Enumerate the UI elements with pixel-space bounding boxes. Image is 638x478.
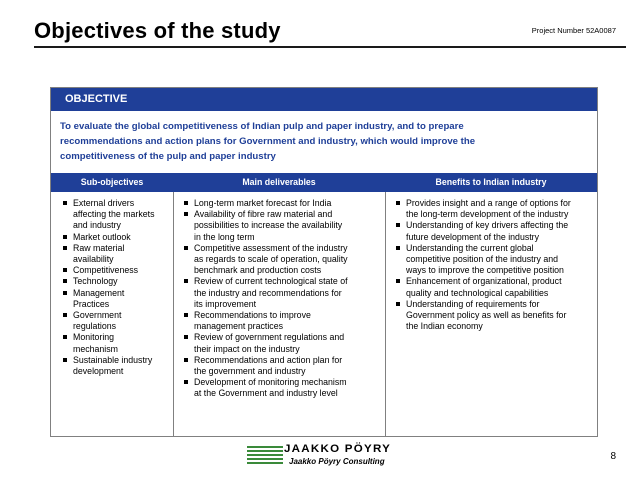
bullet-icon xyxy=(63,235,67,239)
bullet-icon xyxy=(184,201,188,205)
benefit-item xyxy=(396,220,592,242)
sub-objective-item xyxy=(63,276,167,287)
bullet-text-line: Understanding the current global xyxy=(406,242,534,253)
bullet-text-line: and industry xyxy=(73,220,121,231)
bullet-text-line: Understanding of key drivers affecting the xyxy=(406,220,569,231)
column-header-benefits: Benefits to Indian industry xyxy=(435,177,547,187)
deliverable-item xyxy=(184,355,380,377)
bullet-icon xyxy=(63,335,67,339)
slide-title: Objectives of the study xyxy=(34,18,281,43)
benefits-list xyxy=(386,192,598,332)
objective-statement xyxy=(60,119,589,164)
column-header-sub-objectives: Sub-objectives xyxy=(80,177,144,187)
bullet-text-line: Sustainable industry xyxy=(73,354,153,365)
bullet-text-line: possibilities to increase the availability xyxy=(194,220,343,231)
bullet-icon xyxy=(396,246,400,250)
objectives-panel xyxy=(50,87,598,437)
benefits-column xyxy=(385,192,598,436)
bullet-text-line: the long-term development of the industry xyxy=(406,209,569,220)
sub-objective-item xyxy=(63,232,167,243)
jaakko-poyry-logo xyxy=(247,442,393,470)
bullet-text-line: their impact on the industry xyxy=(194,343,300,354)
bullet-icon xyxy=(184,380,188,384)
bullet-icon xyxy=(184,279,188,283)
bullet-text-line: Raw material xyxy=(73,242,125,253)
sub-objective-item xyxy=(63,198,167,232)
bullet-text-line: quality and technological capabilities xyxy=(406,287,549,298)
deliverable-item xyxy=(184,377,380,399)
bullet-text-line: as regards to scale of operation, quality xyxy=(194,254,348,265)
sub-objectives-column xyxy=(51,192,173,436)
bullet-icon xyxy=(184,313,188,317)
bullet-text-line: Enhancement of organizational, product xyxy=(406,276,562,287)
column-header-main-deliverables: Main deliverables xyxy=(242,177,316,187)
bullet-text-line: availability xyxy=(73,254,114,265)
bullet-icon xyxy=(396,223,400,227)
bullet-text-line: Provides insight and a range of options for xyxy=(406,198,571,208)
page-number: 8 xyxy=(610,451,616,462)
bullet-icon xyxy=(396,201,400,205)
bullet-text-line: its improvement xyxy=(194,298,257,309)
bullet-text-line: Long-term market forecast for India xyxy=(194,198,332,208)
bullet-text-line: Management xyxy=(73,287,125,298)
bullet-icon xyxy=(63,358,67,362)
bullet-text-line: Development of monitoring mechanism xyxy=(194,377,347,388)
bullet-text-line: the industry and recommendations for xyxy=(194,287,342,298)
bullet-text-line: in the long term xyxy=(194,231,255,242)
bullet-icon xyxy=(63,279,67,283)
bullet-text-line: the Indian economy xyxy=(406,321,483,332)
bullet-text-line: at the Government and industry level xyxy=(194,388,338,399)
bullet-text-line: ways to improve the competitive position xyxy=(406,265,564,276)
bullet-text-line: affecting the markets xyxy=(73,209,155,220)
objective-line: recommendations and action plans for Government and industry, which would improve the xyxy=(60,136,476,147)
logo-stripes-icon xyxy=(247,442,287,470)
bullet-icon xyxy=(63,313,67,317)
deliverable-item xyxy=(184,209,380,243)
benefit-item xyxy=(396,198,592,220)
bullet-icon xyxy=(396,279,400,283)
deliverable-item xyxy=(184,332,380,354)
bullet-text-line: management practices xyxy=(194,321,283,332)
deliverables-column xyxy=(173,192,386,436)
bullet-text-line: Recommendations to improve xyxy=(194,310,311,321)
sub-objective-item xyxy=(63,243,167,265)
objective-heading: OBJECTIVE xyxy=(51,88,597,111)
bullet-icon xyxy=(63,291,67,295)
sub-objective-item xyxy=(63,310,167,332)
bullet-text-line: mechanism xyxy=(73,343,118,354)
project-number: Project Number 52A0087 xyxy=(531,26,616,35)
table-header-row xyxy=(51,173,597,192)
bullet-text-line: Government xyxy=(73,310,122,321)
objective-line: competitiveness of the pulp and paper industry xyxy=(60,151,276,162)
deliverable-item xyxy=(184,310,380,332)
sub-objective-item xyxy=(63,332,167,354)
bullet-text-line: Competitive assessment of the industry xyxy=(194,242,348,253)
bullet-text-line: development xyxy=(73,366,124,377)
objective-line: To evaluate the global competitiveness of Indian pulp and paper industry, and to prepare xyxy=(60,121,464,132)
bullet-text-line: benchmark and production costs xyxy=(194,265,322,276)
bullet-text-line: regulations xyxy=(73,321,117,332)
bullet-text-line: Practices xyxy=(73,298,110,309)
bullet-text-line: Competitiveness xyxy=(73,265,139,276)
bullet-icon xyxy=(63,268,67,272)
logo-subtitle: Jaakko Pöyry Consulting xyxy=(289,457,385,466)
bullet-text-line: future development of the industry xyxy=(406,231,540,242)
bullet-text-line: Market outlook xyxy=(73,231,131,242)
benefit-item xyxy=(396,276,592,298)
deliverable-item xyxy=(184,276,380,310)
sub-objective-item xyxy=(63,355,167,377)
sub-objectives-list xyxy=(51,192,173,377)
bullet-text-line: Understanding of requirements for xyxy=(406,298,540,309)
bullet-text-line: the government and industry xyxy=(194,366,306,377)
bullet-text-line: Recommendations and action plan for xyxy=(194,354,343,365)
bullet-text-line: Review of government regulations and xyxy=(194,332,345,343)
bullet-icon xyxy=(184,212,188,216)
bullet-text-line: Availability of fibre raw material and xyxy=(194,209,333,220)
bullet-icon xyxy=(184,246,188,250)
bullet-icon xyxy=(63,246,67,250)
bullet-icon xyxy=(184,335,188,339)
sub-objective-item xyxy=(63,288,167,310)
bullet-text-line: competitive position of the industry and xyxy=(406,254,559,265)
bullet-text-line: Technology xyxy=(73,276,118,287)
logo-wordmark: JAAKKO PÖYRY xyxy=(284,443,392,455)
deliverable-item xyxy=(184,243,380,277)
bullet-icon xyxy=(63,201,67,205)
bullet-text-line: External drivers xyxy=(73,198,135,208)
deliverable-item xyxy=(184,198,380,209)
bullet-icon xyxy=(396,302,400,306)
bullet-text-line: Government policy as well as benefits for xyxy=(406,310,567,321)
benefit-item xyxy=(396,299,592,333)
bullet-text-line: Monitoring xyxy=(73,332,115,343)
benefit-item xyxy=(396,243,592,277)
bullet-icon xyxy=(184,358,188,362)
bullet-text-line: Review of current technological state of xyxy=(194,276,348,287)
title-divider xyxy=(34,46,626,48)
sub-objective-item xyxy=(63,265,167,276)
deliverables-list xyxy=(174,192,386,400)
